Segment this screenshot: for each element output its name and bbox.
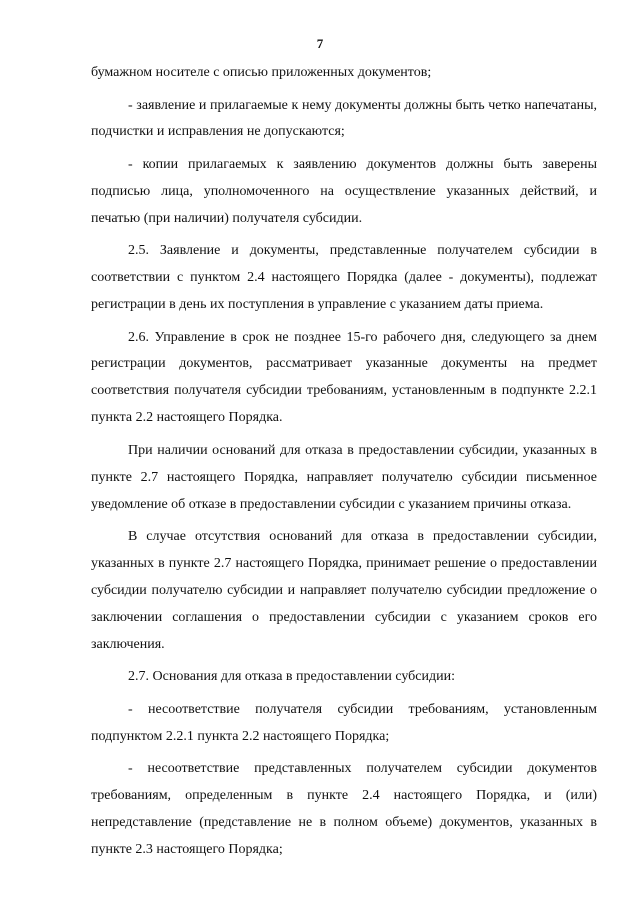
paragraph-bullet-print-quality: - заявление и прилагаемые к нему документы должны быть четко напечатаны, подчистки и исправления не допускаются; xyxy=(91,97,597,140)
paragraph-2-7: 2.7. Основания для отказа в предоставлении субсидии: xyxy=(128,669,456,685)
page-number: 7 xyxy=(316,36,324,51)
document-body xyxy=(91,60,597,869)
paragraph-refusal-notice: При наличии оснований для отказа в предоставлении субсидии, указанных в пункте 2.7 настоящего Порядка, направляет получателю субсидии письменное уведомление об отказе в предоставлении субсидии с указанием причины отказа. xyxy=(91,442,597,512)
paragraph-bullet-noncompliance-documents: - несоответствие представленных получателем субсидии документов требованиям, определенным в пункте 2.4 настоящего Порядка, и (или) непредставление (представление не в полном объеме) документов, указанных в пункте 2.3 настоящего Порядка; xyxy=(91,761,597,857)
paragraph-continuation: бумажном носителе с описью приложенных документов; xyxy=(91,65,432,80)
paragraph-bullet-noncompliance-recipient: - несоответствие получателя субсидии требованиям, установленным подпунктом 2.2.1 пункта 2.2 настоящего Порядка; xyxy=(91,701,597,744)
paragraph-2-6: 2.6. Управление в срок не позднее 15-го рабочего дня, следующего за днем регистрации документов, рассматривает указанные документы на предмет соответствия получателя субсидии требованиям, установленным в подпункте 2.2.1 пункта 2.2 настоящего Порядка. xyxy=(91,329,597,426)
paragraph-grant-decision: В случае отсутствия оснований для отказа в предоставлении субсидии, указанных в пункте 2.7 настоящего Порядка, принимает решение о предоставлении субсидии получателю субсидии и направляет получателю субсидии предложение о заключении соглашения о предоставлении субсидии с указанием сроков его заключения. xyxy=(91,529,597,652)
paragraph-bullet-copies-certified: - копии прилагаемых к заявлению документов должны быть заверены подписью лица, уполномоченного на осуществление указанных действий, и печатью (при наличии) получателя субсидии. xyxy=(91,156,597,226)
paragraph-2-5: 2.5. Заявление и документы, представленные получателем субсидии в соответствии с пунктом 2.4 настоящего Порядка (далее - документы), подлежат регистрации в день их поступления в управление с указанием даты приема. xyxy=(91,243,597,313)
